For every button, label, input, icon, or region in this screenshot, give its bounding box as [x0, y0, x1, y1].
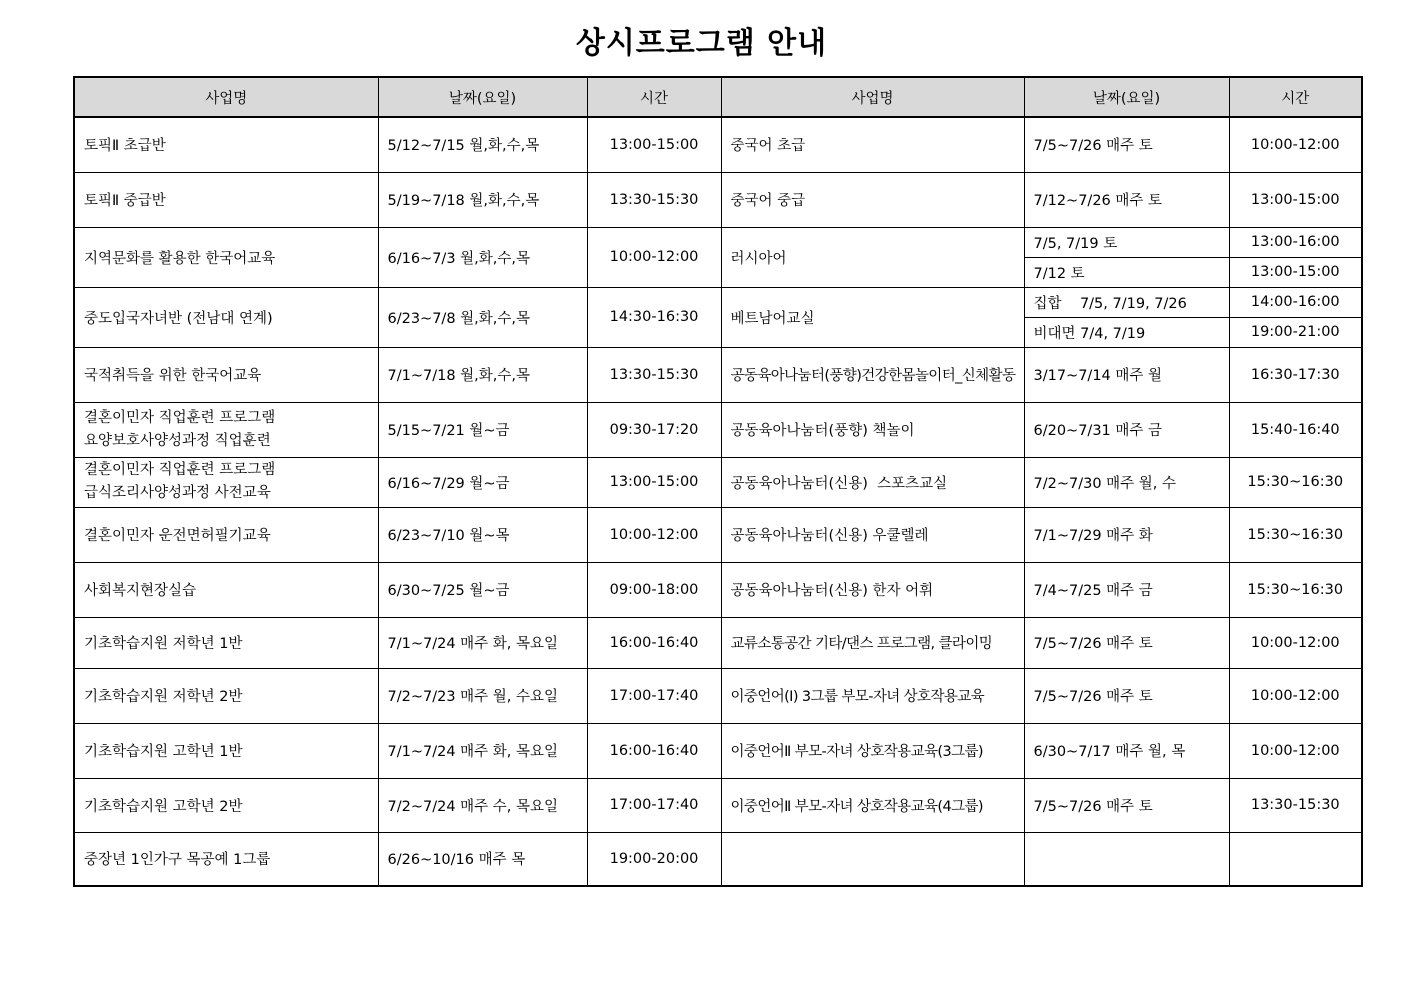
- table-row: [74, 287, 1362, 317]
- program-date: 5/15~7/21 월~금: [378, 402, 587, 457]
- table-row: [74, 832, 1362, 886]
- program-date: 7/2~7/23 매주 월, 수요일: [378, 668, 587, 723]
- empty-cell: [1024, 832, 1229, 886]
- program-name: [74, 402, 378, 457]
- program-name: 공동육아나눔터(신용) 우쿨렐레: [721, 507, 1024, 562]
- program-name: 교류소통공간 기타/댄스 프로그램, 클라이밍: [721, 617, 1024, 668]
- program-date: 비대면 7/4, 7/19: [1024, 317, 1229, 347]
- program-time: 09:30-17:20: [587, 402, 721, 457]
- table-row: [74, 507, 1362, 562]
- program-name: 지역문화를 활용한 한국어교육: [74, 227, 378, 287]
- program-name: 결혼이민자 운전면허필기교육: [74, 507, 378, 562]
- table-row: [74, 402, 1362, 457]
- program-time: 13:00-15:00: [1229, 257, 1362, 287]
- program-name: 공동육아나눔터(신용) 한자 어휘: [721, 562, 1024, 617]
- program-time: 16:30-17:30: [1229, 347, 1362, 402]
- program-time: 15:30~16:30: [1229, 562, 1362, 617]
- header-date: 날짜(요일): [378, 77, 587, 117]
- program-time: 13:00-15:00: [587, 457, 721, 507]
- program-date: 6/16~7/29 월~금: [378, 457, 587, 507]
- program-name: 중도입국자녀반 (전남대 연계): [74, 287, 378, 347]
- program-time: 10:00-12:00: [1229, 668, 1362, 723]
- program-time: 19:00-20:00: [587, 832, 721, 886]
- program-name: 러시아어: [721, 227, 1024, 287]
- program-time: 13:00-16:00: [1229, 227, 1362, 257]
- program-time: 15:30~16:30: [1229, 507, 1362, 562]
- table-row: [74, 562, 1362, 617]
- program-name: 중장년 1인가구 목공예 1그룹: [74, 832, 378, 886]
- program-date: 7/12~7/26 매주 토: [1024, 172, 1229, 227]
- table-row: [74, 723, 1362, 778]
- page-title: 상시프로그램 안내: [575, 26, 828, 61]
- table-row: [74, 227, 1362, 257]
- program-date: 집합 7/5, 7/19, 7/26: [1024, 287, 1229, 317]
- program-time: 10:00-12:00: [1229, 723, 1362, 778]
- program-time: 10:00-12:00: [587, 227, 721, 287]
- program-date: 7/1~7/18 월,화,수,목: [378, 347, 587, 402]
- program-date: 5/19~7/18 월,화,수,목: [378, 172, 587, 227]
- table-row: [74, 778, 1362, 832]
- program-date: 7/4~7/25 매주 금: [1024, 562, 1229, 617]
- program-date: 6/23~7/8 월,화,수,목: [378, 287, 587, 347]
- program-date: 7/12 토: [1024, 257, 1229, 287]
- program-date: 7/5~7/26 매주 토: [1024, 778, 1229, 832]
- program-name-line: 급식조리사양성과정 사전교육: [84, 485, 271, 501]
- program-date: 7/1~7/29 매주 화: [1024, 507, 1229, 562]
- program-time: 16:00-16:40: [587, 617, 721, 668]
- program-name: 기초학습지원 저학년 2반: [74, 668, 378, 723]
- program-time: 15:40-16:40: [1229, 402, 1362, 457]
- program-time: 13:30-15:30: [1229, 778, 1362, 832]
- program-time: 13:00-15:00: [587, 117, 721, 172]
- program-time: 14:00-16:00: [1229, 287, 1362, 317]
- program-date: 7/1~7/24 매주 화, 목요일: [378, 723, 587, 778]
- program-name: 공동육아나눔터(신용) 스포츠교실: [721, 457, 1024, 507]
- header-date: 날짜(요일): [1024, 77, 1229, 117]
- program-name: 기초학습지원 고학년 1반: [74, 723, 378, 778]
- program-name: 공동육아나눔터(풍향)건강한몸놀이터_신체활동: [721, 347, 1024, 402]
- table-row: [74, 347, 1362, 402]
- header-program-name: 사업명: [721, 77, 1024, 117]
- table-row: [74, 457, 1362, 507]
- program-name: 중국어 중급: [721, 172, 1024, 227]
- program-date: 7/5, 7/19 토: [1024, 227, 1229, 257]
- table-row: [74, 117, 1362, 172]
- program-date: 7/5~7/26 매주 토: [1024, 117, 1229, 172]
- program-date: 5/12~7/15 월,화,수,목: [378, 117, 587, 172]
- program-name: 이중언어Ⅱ 부모-자녀 상호작용교육(3그룹): [721, 723, 1024, 778]
- program-time: 10:00-12:00: [1229, 117, 1362, 172]
- header-program-name: 사업명: [74, 77, 378, 117]
- program-name: 기초학습지원 고학년 2반: [74, 778, 378, 832]
- empty-cell: [721, 832, 1024, 886]
- program-time: 13:30-15:30: [587, 347, 721, 402]
- program-name-line: 결혼이민자 직업훈련 프로그램: [84, 462, 276, 478]
- program-date: 6/23~7/10 월~목: [378, 507, 587, 562]
- program-time: 16:00-16:40: [587, 723, 721, 778]
- program-name: 기초학습지원 저학년 1반: [74, 617, 378, 668]
- program-date: 7/2~7/30 매주 월, 수: [1024, 457, 1229, 507]
- program-name: 사회복지현장실습: [74, 562, 378, 617]
- program-time: 10:00-12:00: [1229, 617, 1362, 668]
- empty-cell: [1229, 832, 1362, 886]
- program-time: 13:00-15:00: [1229, 172, 1362, 227]
- program-time: 17:00-17:40: [587, 778, 721, 832]
- program-name: [74, 457, 378, 507]
- header-time: 시간: [587, 77, 721, 117]
- program-date: 7/1~7/24 매주 화, 목요일: [378, 617, 587, 668]
- program-name: 베트남어교실: [721, 287, 1024, 347]
- program-name-line: 결혼이민자 직업훈련 프로그램: [84, 409, 276, 426]
- program-date: 6/26~10/16 매주 목: [378, 832, 587, 886]
- table-row: [74, 617, 1362, 668]
- program-time: 10:00-12:00: [587, 507, 721, 562]
- program-date: 6/30~7/17 매주 월, 목: [1024, 723, 1229, 778]
- program-name: 중국어 초급: [721, 117, 1024, 172]
- table-row: [74, 668, 1362, 723]
- table-row: [74, 172, 1362, 227]
- program-time: 09:00-18:00: [587, 562, 721, 617]
- program-name: 국적취득을 위한 한국어교육: [74, 347, 378, 402]
- program-time: 13:30-15:30: [587, 172, 721, 227]
- program-name: 이중언어(Ⅰ) 3그룹 부모-자녀 상호작용교육: [721, 668, 1024, 723]
- program-name-line: 요양보호사양성과정 직업훈련: [84, 432, 271, 449]
- program-name: 토픽Ⅱ 초급반: [74, 117, 378, 172]
- program-date: 7/2~7/24 매주 수, 목요일: [378, 778, 587, 832]
- program-date: 7/5~7/26 매주 토: [1024, 668, 1229, 723]
- schedule-table: [73, 76, 1363, 887]
- program-date: 6/30~7/25 월~금: [378, 562, 587, 617]
- program-date: 3/17~7/14 매주 월: [1024, 347, 1229, 402]
- program-date: 6/20~7/31 매주 금: [1024, 402, 1229, 457]
- program-date: 7/5~7/26 매주 토: [1024, 617, 1229, 668]
- header-time: 시간: [1229, 77, 1362, 117]
- program-time: 17:00-17:40: [587, 668, 721, 723]
- program-time: 19:00-21:00: [1229, 317, 1362, 347]
- program-name: 이중언어Ⅱ 부모-자녀 상호작용교육(4그룹): [721, 778, 1024, 832]
- program-name: 공동육아나눔터(풍향) 책놀이: [721, 402, 1024, 457]
- program-time: 14:30-16:30: [587, 287, 721, 347]
- program-date: 6/16~7/3 월,화,수,목: [378, 227, 587, 287]
- program-name: 토픽Ⅱ 중급반: [74, 172, 378, 227]
- header-row: [74, 77, 1362, 117]
- program-time: 15:30~16:30: [1229, 457, 1362, 507]
